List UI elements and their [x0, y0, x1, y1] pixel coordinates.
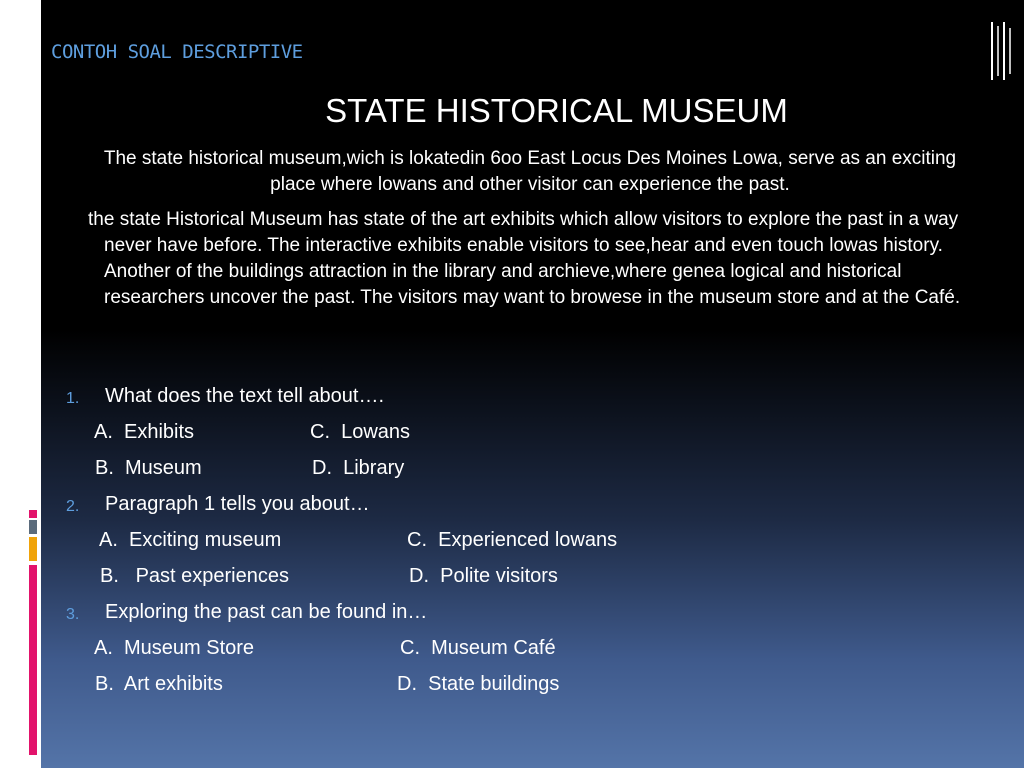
- sidebar-accent-mark: [29, 510, 37, 518]
- option-c: C. Lowans: [310, 421, 411, 443]
- sidebar-accent-mark: [29, 565, 37, 755]
- option-a: A. Exciting museum: [99, 529, 282, 551]
- option-c: C. Experienced lowans: [407, 529, 618, 551]
- decorative-lines-icon: [988, 20, 1014, 82]
- sidebar-accent-mark: [29, 520, 37, 534]
- option-a: A. Exhibits: [94, 421, 195, 443]
- question-text: Paragraph 1 tells you about…: [105, 493, 370, 515]
- page-title: STATE HISTORICAL MUSEUM: [325, 92, 788, 129]
- question-number: 2.: [66, 498, 80, 515]
- question-text: Exploring the past can be found in…: [105, 601, 428, 623]
- sidebar-accent-mark: [29, 537, 37, 561]
- slide-label: CONTOH SOAL DESCRIPTIVE: [51, 41, 303, 63]
- option-b: B. Past experiences: [100, 565, 289, 587]
- paragraph-1: The state historical museum,wich is lokatedin 6oo East Locus Des Moines Lowa, serve as an exciting place where lowans and other visitor can experience the past.: [103, 148, 957, 195]
- option-d: D. State buildings: [397, 673, 560, 695]
- option-b: B. Museum: [95, 457, 202, 479]
- question-text: What does the text tell about….: [105, 385, 385, 407]
- question-number: 3.: [66, 606, 80, 623]
- paragraph-2: the state Historical Museum has state of the art exhibits which allow visitors to explore the past in a way never have before. The interactive exhibits enable visitors to see,hear and even touch lowas history. Another of the buildings attraction in the library and archieve,where genea logical and historical researchers uncover the past. The visitors may want to browese in the museum store and at the Café.: [88, 209, 961, 308]
- option-a: A. Museum Store: [94, 637, 255, 659]
- question-number: 1.: [66, 390, 80, 407]
- option-d: D. Polite visitors: [409, 565, 558, 587]
- option-c: C. Museum Café: [400, 637, 556, 659]
- option-d: D. Library: [312, 457, 405, 479]
- option-b: B. Art exhibits: [95, 673, 223, 695]
